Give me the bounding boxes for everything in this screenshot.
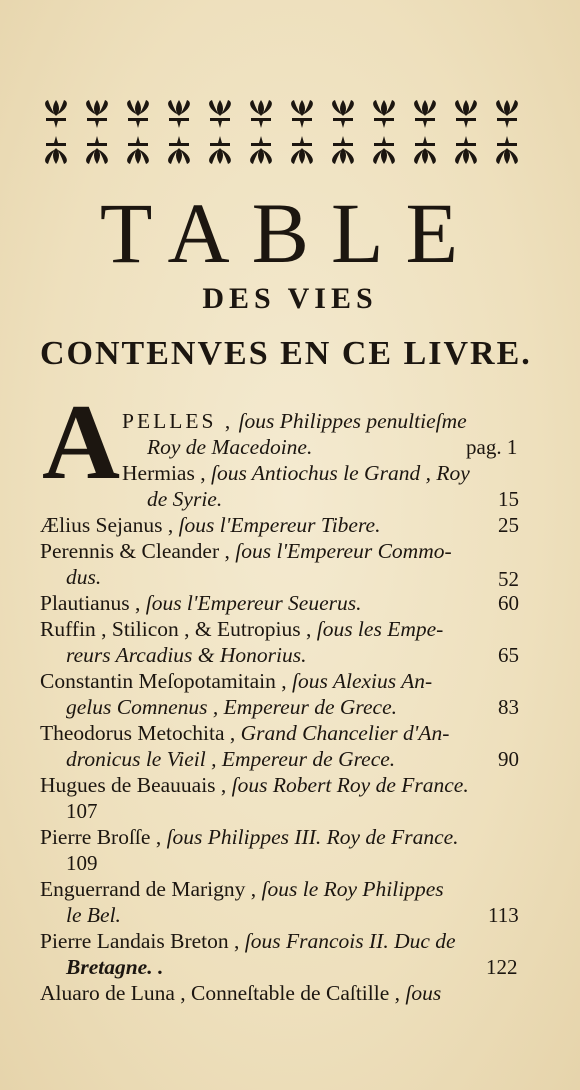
entry-3-line-1: Ælius Sejanus , ſous l'Empereur Tibere. (40, 513, 381, 537)
entry-7-page: 83 (498, 695, 519, 719)
entry-5-line-1: Plautianus , ſous l'Empereur Seuerus. (40, 591, 362, 615)
entry-8-line-1: Theodorus Metochita , Grand Chancelier d'An- (40, 721, 450, 745)
entry-7-line-2: gelus Comnenus , Empereur de Grece. (66, 695, 397, 719)
entry-2-line-2: de Syrie. (147, 487, 223, 511)
fleuron-mark (332, 136, 354, 164)
fleuron-mark (168, 100, 190, 128)
fleuron-mark (414, 136, 436, 164)
fleuron-mark (127, 100, 149, 128)
fleuron-mark (414, 100, 436, 128)
entry-2-line-1: Hermias , ſous Antiochus le Grand , Roy (122, 461, 470, 485)
entry-12-line-1: Pierre Landais Breton , ſous Francois II. Duc de (40, 929, 456, 953)
entry-12-line-2: Bretagne. . (66, 955, 164, 979)
fleuron-mark (250, 100, 272, 128)
entry-7-line-1: Constantin Meſopotamitain , ſous Alexius An- (40, 669, 433, 693)
fleuron-mark (127, 136, 149, 164)
entry-9-page: 107 (66, 799, 98, 823)
entry-6-line-1: Ruffin , Stilicon , & Eutropius , ſous les Empe- (40, 617, 444, 641)
fleuron-mark (209, 136, 231, 164)
entry-12-page: 122 (486, 955, 518, 979)
fleuron-mark (455, 100, 477, 128)
page-subtitle: DES VIES (202, 282, 378, 315)
entry-11-page: 113 (488, 903, 519, 927)
fleuron-mark (496, 136, 518, 164)
entry-10-page: 109 (66, 851, 98, 875)
drop-cap: A (42, 383, 120, 502)
fleuron-mark (291, 136, 313, 164)
fleuron-mark (496, 100, 518, 128)
fleuron-mark (373, 100, 395, 128)
entry-4-line-2: dus. (66, 565, 102, 589)
fleuron-ornament-band (38, 92, 528, 172)
entry-6-line-2: reurs Arcadius & Honorius. (66, 643, 307, 667)
entry-11-line-2: le Bel. (66, 903, 121, 927)
entry-13-line-1: Aluaro de Luna , Conneſtable de Caſtille , ſous (40, 981, 442, 1005)
fleuron-mark (45, 136, 67, 164)
entry-9-line-1: Hugues de Beauuais , ſous Robert Roy de France. (40, 773, 469, 797)
fleuron-mark (455, 136, 477, 164)
fleuron-mark (86, 136, 108, 164)
entry-4-line-1: Perennis & Cleander , ſous l'Empereur Commo- (40, 539, 452, 563)
entry-8-page: 90 (498, 747, 519, 771)
fleuron-mark (209, 100, 231, 128)
entry-10-line-1: Pierre Broſſe , ſous Philippes III. Roy de France. (40, 825, 459, 849)
entry-6-page: 65 (498, 643, 519, 667)
fleuron-mark (373, 136, 395, 164)
page-subtitle-2: CONTENVES EN CE LIVRE. (40, 335, 532, 372)
page-title: TABLE (99, 185, 481, 281)
entry-1-line-1: PELLES , ſous Philippes penultieſme (122, 409, 467, 433)
fleuron-mark (45, 100, 67, 128)
fleuron-mark (332, 100, 354, 128)
entry-5-page: 60 (498, 591, 519, 615)
entry-3-page: 25 (498, 513, 519, 537)
entry-2-page: 15 (498, 487, 519, 511)
entry-1-line-2: Roy de Macedoine. (147, 435, 313, 459)
fleuron-mark (86, 100, 108, 128)
fleuron-mark (250, 136, 272, 164)
fleuron-mark (291, 100, 313, 128)
entry-11-line-1: Enguerrand de Marigny , ſous le Roy Philippes (40, 877, 444, 901)
fleuron-mark (168, 136, 190, 164)
entry-8-line-2: dronicus le Vieil , Empereur de Grece. (66, 747, 396, 771)
entry-4-page: 52 (498, 567, 519, 591)
entry-1-page: pag. 1 (466, 435, 518, 459)
